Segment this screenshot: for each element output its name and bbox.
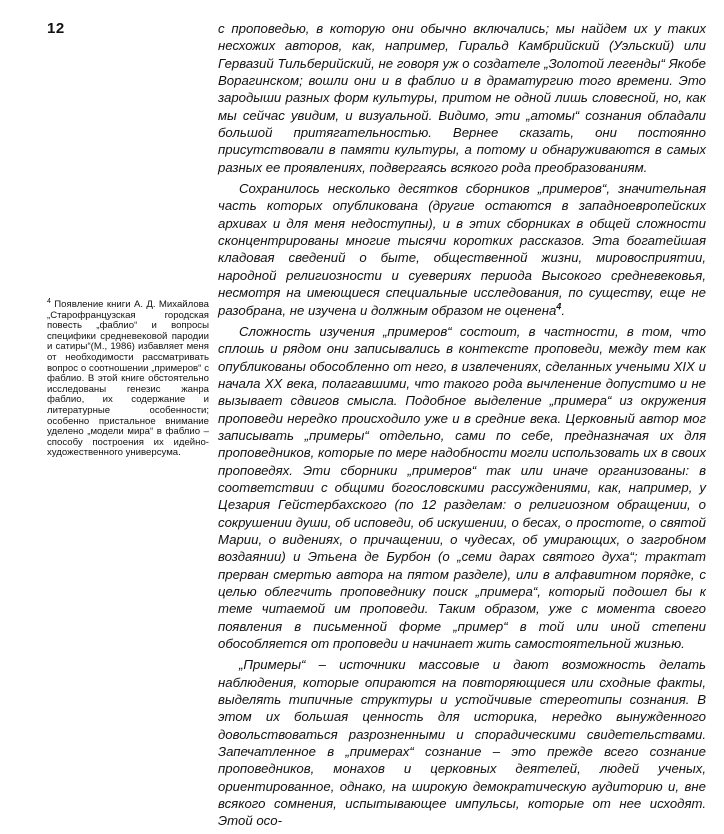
footnote-text: Появление книги А. Д. Михайлова „Старофранцузская городская повесть „фаблио“ и вопросы специфики средневековой пародии и сатиры“(М., 1986) избавляет меня от необходимости рассматривать вопрос о соотношении „примеров“ с фаблио. В этой книге обстоятельно исследованы генезис жанра фаблио, их содержание и литературные особенности; особенно пристальное внимание уделено „модели мира“ в фаблио – способу построения их идейно-художественного универсума. bbox=[47, 299, 209, 459]
paragraph-continued: с проповедью, в которую они обычно включались; мы найдем их у таких несхожих авторов, как, например, Гиральд Камбрийский (Уэльский) или Гервазий Тильберийский, не говоря уж о создателе „Золотой легенды“ Якобе Ворагинском; вошли они и в фаблио и в драматургию того времени. Это зародыши разных форм культуры, притом не одной лишь словесной, но, как мы сейчас увидим, и визуальной. Видимо, эти „атомы“ сознания обладали большой притягательностью. Вернее сказать, они постоянно присутствовали в памяти культуры, а потому и обнаруживаются в самых разных ее проявлениях, подвергаясь всякого рода преобразованиям. bbox=[218, 21, 706, 175]
paragraph: „Примеры“ – источники массовые и дают возможность делать наблюдения, которые опираются на повторяющиеся или сходные факты, выделять типичные структуры и устойчивые стереотипы сознания. В этом их большая ценность для историка, нередко вынужденного довольствоваться разрозненными и спорадическими свидетельствами. Запечатленное в „примерах“ сознание – это прежде всего сознание проповедников, монахов и церковных деятелей, людей ученых, ориентированное, однако, на широкую демократическую аудиторию и, вне всякого сомнения, испытывающее импульсы, которые от нее исходят. Этой осо- bbox=[218, 657, 706, 829]
footnote-reference: 4 bbox=[556, 301, 562, 312]
page-number: 12 bbox=[47, 20, 65, 37]
paragraph-body: Сохранилось несколько десятков сборников „примеров“, значительная часть которых опубликована (другие остаются в западноевропейских архивах и для меня недоступны), и в этих сборниках в общей сложности сконцентрированы многие тысячи коротких рассказов. Эта богатейшая кладовая сведений о быте, общественной жизни, мировосприятии, народной религиозности и суевериях периода Высокого средневековья, несмотря на имеющиеся специальные исследования, по существу, еще не разобрана, не изучена и должным образом не оценена bbox=[218, 181, 706, 318]
paragraph-end: . bbox=[561, 302, 565, 318]
main-text bbox=[218, 20, 706, 834]
footnote-marker: 4 bbox=[47, 297, 51, 305]
paragraph bbox=[218, 180, 706, 319]
footnote bbox=[47, 297, 209, 459]
paragraph: Сложность изучения „примеров“ состоит, в частности, в том, что сплошь и рядом они записывались в контексте проповеди, между тем как опубликованы обособленно от него, в извлечениях, сделанных учеными XIX и начала XX века, полагавшими, что такого рода вычленение допустимо и не вызывает сдвигов смысла. Подобное выделение „примера“ из окружения проповеди нередко происходило уже и в средние века. Церковный автор мог записывать „примеры“ отдельно, сами по себе, предназначая их для проповедников, которые по мере надобности могли использовать их в своих проповедях. Эти сборники „примеров“ так или иначе организованы: в соответствии с общими богословскими рассуждениями, как, например, у Цезария Гейстербахского (по 12 разделам: о религиозном обращении, о сокрушении души, об исповеди, об искушении, о бесах, о простоте, о святой Марии, о видениях, о причащении, о чудесах, об умирающих, о загробном воздаянии) и Этьена де Бурбон (о „семи дарах святого духа“; трактат прерван смертью автора на пятом разделе), или в алфавитном порядке, с целью облегчить проповеднику поиск „примера“, который подошел бы к теме читаемой им проповеди. Таким образом, уже с момента своего появления в письменной форме „пример“ в той или иной степени обособляется от проповеди и начинает жить самостоятельной жизнью. bbox=[218, 323, 706, 652]
